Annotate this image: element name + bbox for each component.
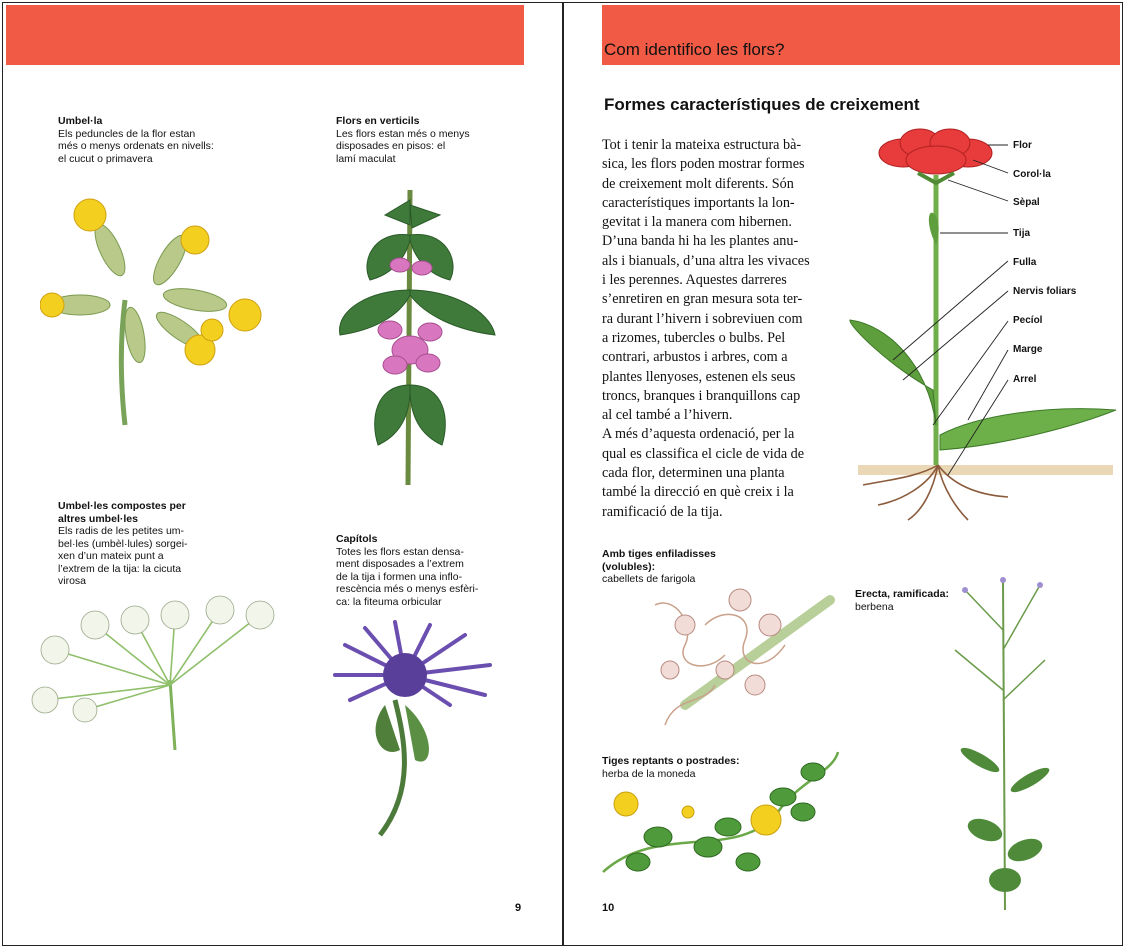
caption-umbela: Umbel·la Els peduncles de la flor estan més o menys ordenats en nivells: el cucut o primavera <box>58 115 214 165</box>
label-peciol: Pecíol <box>1013 315 1043 326</box>
label-tija: Tija <box>1013 228 1031 239</box>
page-number-right: 10 <box>602 902 615 914</box>
label-nervis: Nervis foliars <box>1013 286 1077 297</box>
verbena-illustration <box>935 570 1075 915</box>
caption-compostes: Umbel·les compostes per altres umbel·les Els radis de les petites um- bel·les (umbèl·lules) sorgei- xen d’un mateix punt a l’extrem de la tija: la cicuta virosa <box>58 500 188 587</box>
page-number-left: 9 <box>515 902 522 914</box>
label-fulla: Fulla <box>1013 257 1037 268</box>
caption-verticils: Flors en verticils Les flors estan més o menys disposades en pisos: el lamí maculat <box>336 115 470 165</box>
phyteuma-illustration <box>325 620 505 840</box>
label-flor: Flor <box>1013 140 1032 151</box>
header-band-left <box>6 5 524 65</box>
primula-illustration <box>40 190 270 430</box>
label-arrel: Arrel <box>1013 374 1037 385</box>
umbellifer-illustration <box>25 590 285 750</box>
lamium-illustration <box>330 180 500 490</box>
plant-anatomy-diagram <box>848 125 1123 525</box>
cuscuta-illustration <box>645 585 835 730</box>
label-corola: Corol·la <box>1013 169 1051 180</box>
label-sepal: Sèpal <box>1013 197 1040 208</box>
caption-capitols: Capítols Totes les flors estan densa- ment disposades a l’extrem de la tija i formen una inflo- rescència més o menys esfèri- ca: la fiteuma orbicular <box>336 533 479 608</box>
body-text: Tot i tenir la mateixa estructura bà- sica, les flors poden mostrar formes de creixement molt diferents. Són característiques importants la lon- gevitat i la manera com hibernen. D’una banda hi ha les plantes anu- als i bianuals, d’una altra les vivaces i les perennes. Aquestes darreres s’enretiren en gran mesura sota ter- ra durant l’hivern i sobreviuen com a rizomes, tubercles o bulbs. Pel contrari, arbustos i arbres, com a plantes llenyoses, estenen els seus troncs, branques i branquillons cap al cel també a l’hivern. A més d’aquesta ordenació, per la qual es classifica el cicle de vida de cada flor, determinen una planta també la direcció en què creix i la ramificació de la tija. <box>602 137 810 520</box>
section-title: Com identifico les flors? <box>604 40 785 59</box>
caption-reptants: Tiges reptants o postrades: herba de la moneda <box>602 755 740 780</box>
label-marge: Marge <box>1013 344 1043 355</box>
page-heading: Formes característiques de creixement <box>604 95 920 114</box>
caption-enfiladisses: Amb tiges enfiladisses (volubles): cabellets de farigola <box>602 548 716 585</box>
book-spine <box>562 2 564 946</box>
lysimachia-illustration <box>598 742 848 912</box>
caption-erecta: Erecta, ramificada: berbena <box>855 588 949 613</box>
